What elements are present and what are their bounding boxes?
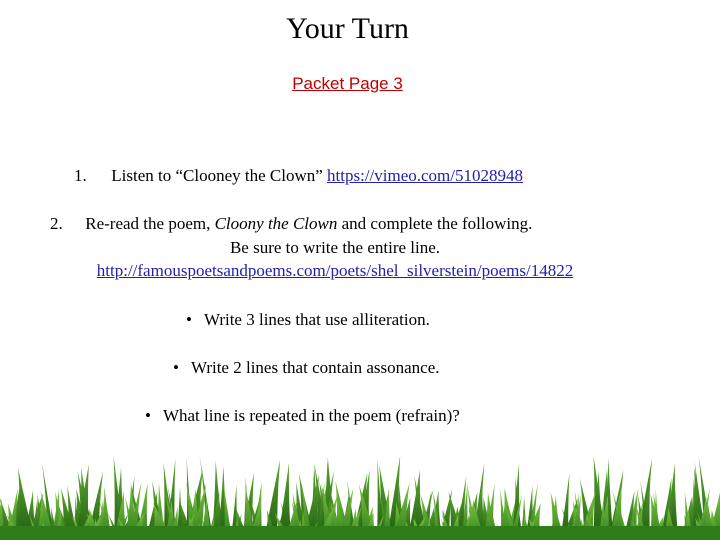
- instruction-item-1: [74, 166, 523, 186]
- bullet-item: [145, 406, 460, 426]
- poem-link[interactable]: http://famouspoetsandpoems.com/poets/shel_silverstein/poems/14822: [96, 261, 574, 280]
- item-number: 1.: [74, 166, 87, 185]
- bullet-item: [186, 310, 430, 330]
- bullet-text: Write 2 lines that contain assonance.: [190, 358, 440, 377]
- item-number: 2.: [50, 214, 63, 233]
- instruction-item-2-link-line: [0, 261, 670, 281]
- bullet-text: Write 3 lines that use alliteration.: [203, 310, 430, 329]
- item-text: Listen to “Clooney the Clown”: [111, 166, 323, 185]
- instruction-item-2: [50, 214, 532, 234]
- bullet-icon: •: [173, 358, 179, 377]
- slide-title: Your Turn: [286, 12, 409, 45]
- item-text-before: Re-read the poem,: [85, 214, 211, 233]
- instruction-item-2-line2: Be sure to write the entire line.: [229, 238, 441, 257]
- slide-subtitle: Packet Page 3: [292, 74, 403, 93]
- bullet-icon: •: [186, 310, 192, 329]
- grass-border-image: [0, 448, 720, 540]
- bullet-text: What line is repeated in the poem (refrain)?: [162, 406, 460, 425]
- bullet-icon: •: [145, 406, 151, 425]
- item-text-after: and complete the following.: [341, 214, 533, 233]
- vimeo-link[interactable]: https://vimeo.com/51028948: [327, 166, 523, 185]
- bullet-item: [173, 358, 440, 378]
- poem-title: Cloony the Clown: [214, 214, 338, 233]
